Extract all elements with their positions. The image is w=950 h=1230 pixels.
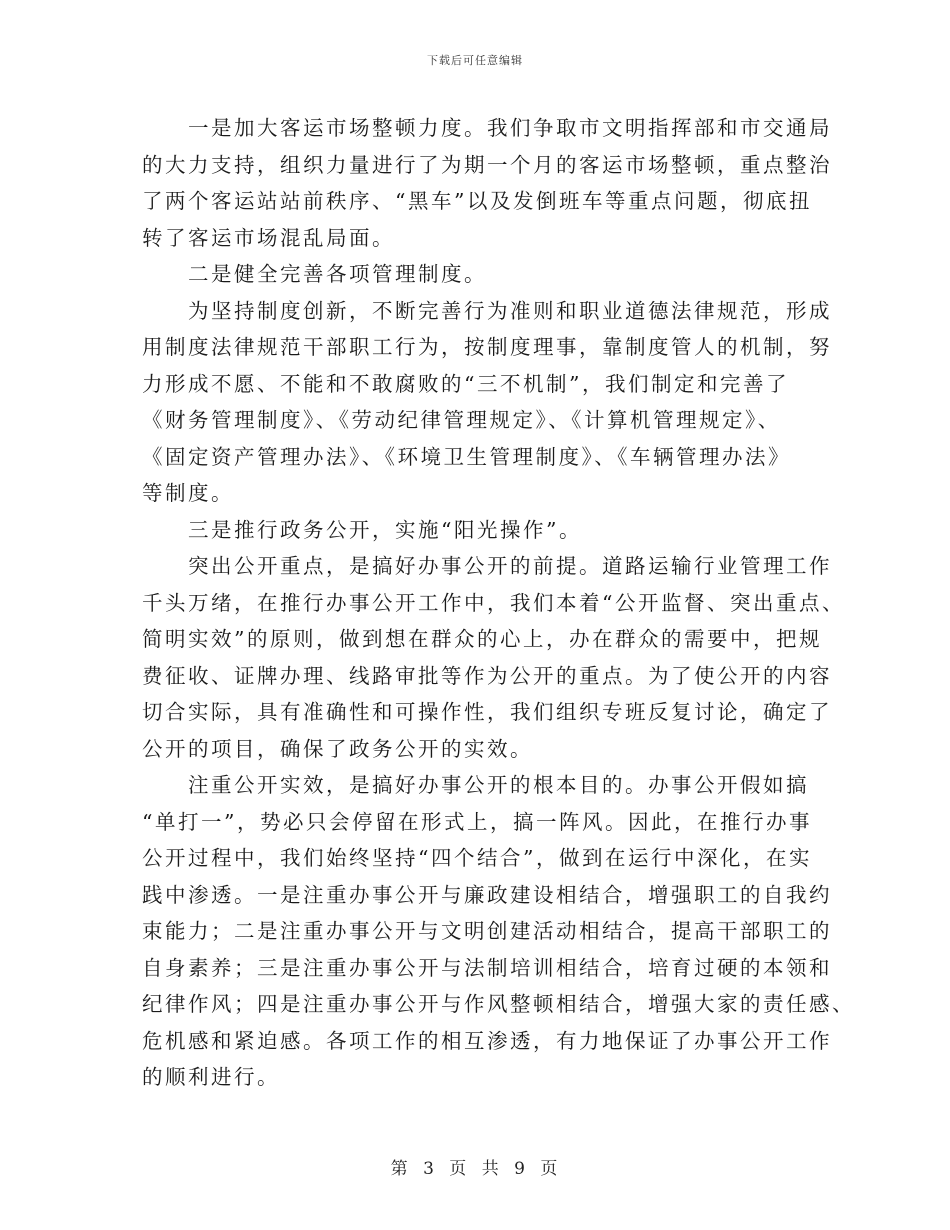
page-header: 下载后可任意编辑 [427,54,523,67]
text-line: 的大力支持，组织力量进行了为期一个月的客运市场整顿，重点整治 [142,152,832,177]
text-line: 《固定资产管理办法》、《环境卫生管理制度》、《车辆管理办法》 [142,444,791,469]
paragraph [142,548,845,767]
text-line: 等制度。 [142,481,234,505]
text-line: 自身素养；三是注重办事公开与法制培训相结合，培育过硬的本领和 [142,955,832,980]
text-line: 束能力；二是注重办事公开与文明创建活动相结合，提高干部职工的 [142,919,832,943]
text-line: 公开过程中，我们始终坚持“四个结合”，做到在运行中深化，在实 [142,846,812,870]
text-line: 三是推行政务公开，实施“阳光操作”。 [188,517,582,542]
text-line: 注重公开实效，是搞好办事公开的根本目的。办事公开假如搞 [188,773,809,797]
paragraph [142,293,832,512]
text-line: 简明实效”的原则，做到想在群众的心上，办在群众的需要中，把规 [142,627,822,651]
text-line: 危机感和紧迫感。各项工作的相互渗透，有力地保证了办事公开工作 [142,1028,832,1053]
page-footer: 第 3 页 共 9 页 [390,1159,560,1179]
paragraph [142,512,812,549]
text-line: 用制度法律规范干部职工行为，按制度理事，靠制度管人的机制，努 [142,335,832,359]
text-line: “单打一”，势必只会停留在形式上，搞一阵风。因此，在推行办事 [142,809,812,834]
text-line: 千头万绪，在推行办事公开工作中，我们本着“公开监督、突出重点、 [142,590,845,615]
text-line: 切合实际，具有准确性和可操作性，我们组织专班反复讨论，确定了 [142,700,832,724]
text-line: 力形成不愿、不能和不敢腐败的“三不机制”，我们制定和完善了 [142,371,789,396]
paragraph [142,110,832,256]
text-line: 转了客运市场混乱局面。 [142,225,395,250]
text-line: 突出公开重点，是搞好办事公开的前提。道路运输行业管理工作 [188,554,832,578]
text-line: 一是加大客运市场整顿力度。我们争取市文明指挥部和市交通局 [188,116,832,140]
text-line: 纪律作风；四是注重办事公开与作风整顿相结合，增强大家的责任感、 [142,992,855,1016]
text-line: 二是健全完善各项管理制度。 [188,262,487,286]
text-line: 公开的项目，确保了政务公开的实效。 [142,736,533,761]
document-body [142,110,855,1096]
text-line: 的顺利进行。 [142,1065,280,1089]
text-line: 了两个客运站站前秩序、“黑车”以及发倒班车等重点问题，彻底扭 [142,189,812,213]
text-line: 《财务管理制度》、《劳动纪律管理规定》、《计算机管理规定》、 [142,408,781,432]
text-line: 费征收、证牌办理、线路审批等作为公开的重点。为了使公开的内容 [142,663,832,688]
paragraph [142,256,812,293]
text-line: 为坚持制度创新，不断完善行为准则和职业道德法律规范，形成 [188,298,832,323]
paragraph [142,767,855,1096]
text-line: 践中渗透。一是注重办事公开与廉政建设相结合，增强职工的自我约 [142,882,832,907]
